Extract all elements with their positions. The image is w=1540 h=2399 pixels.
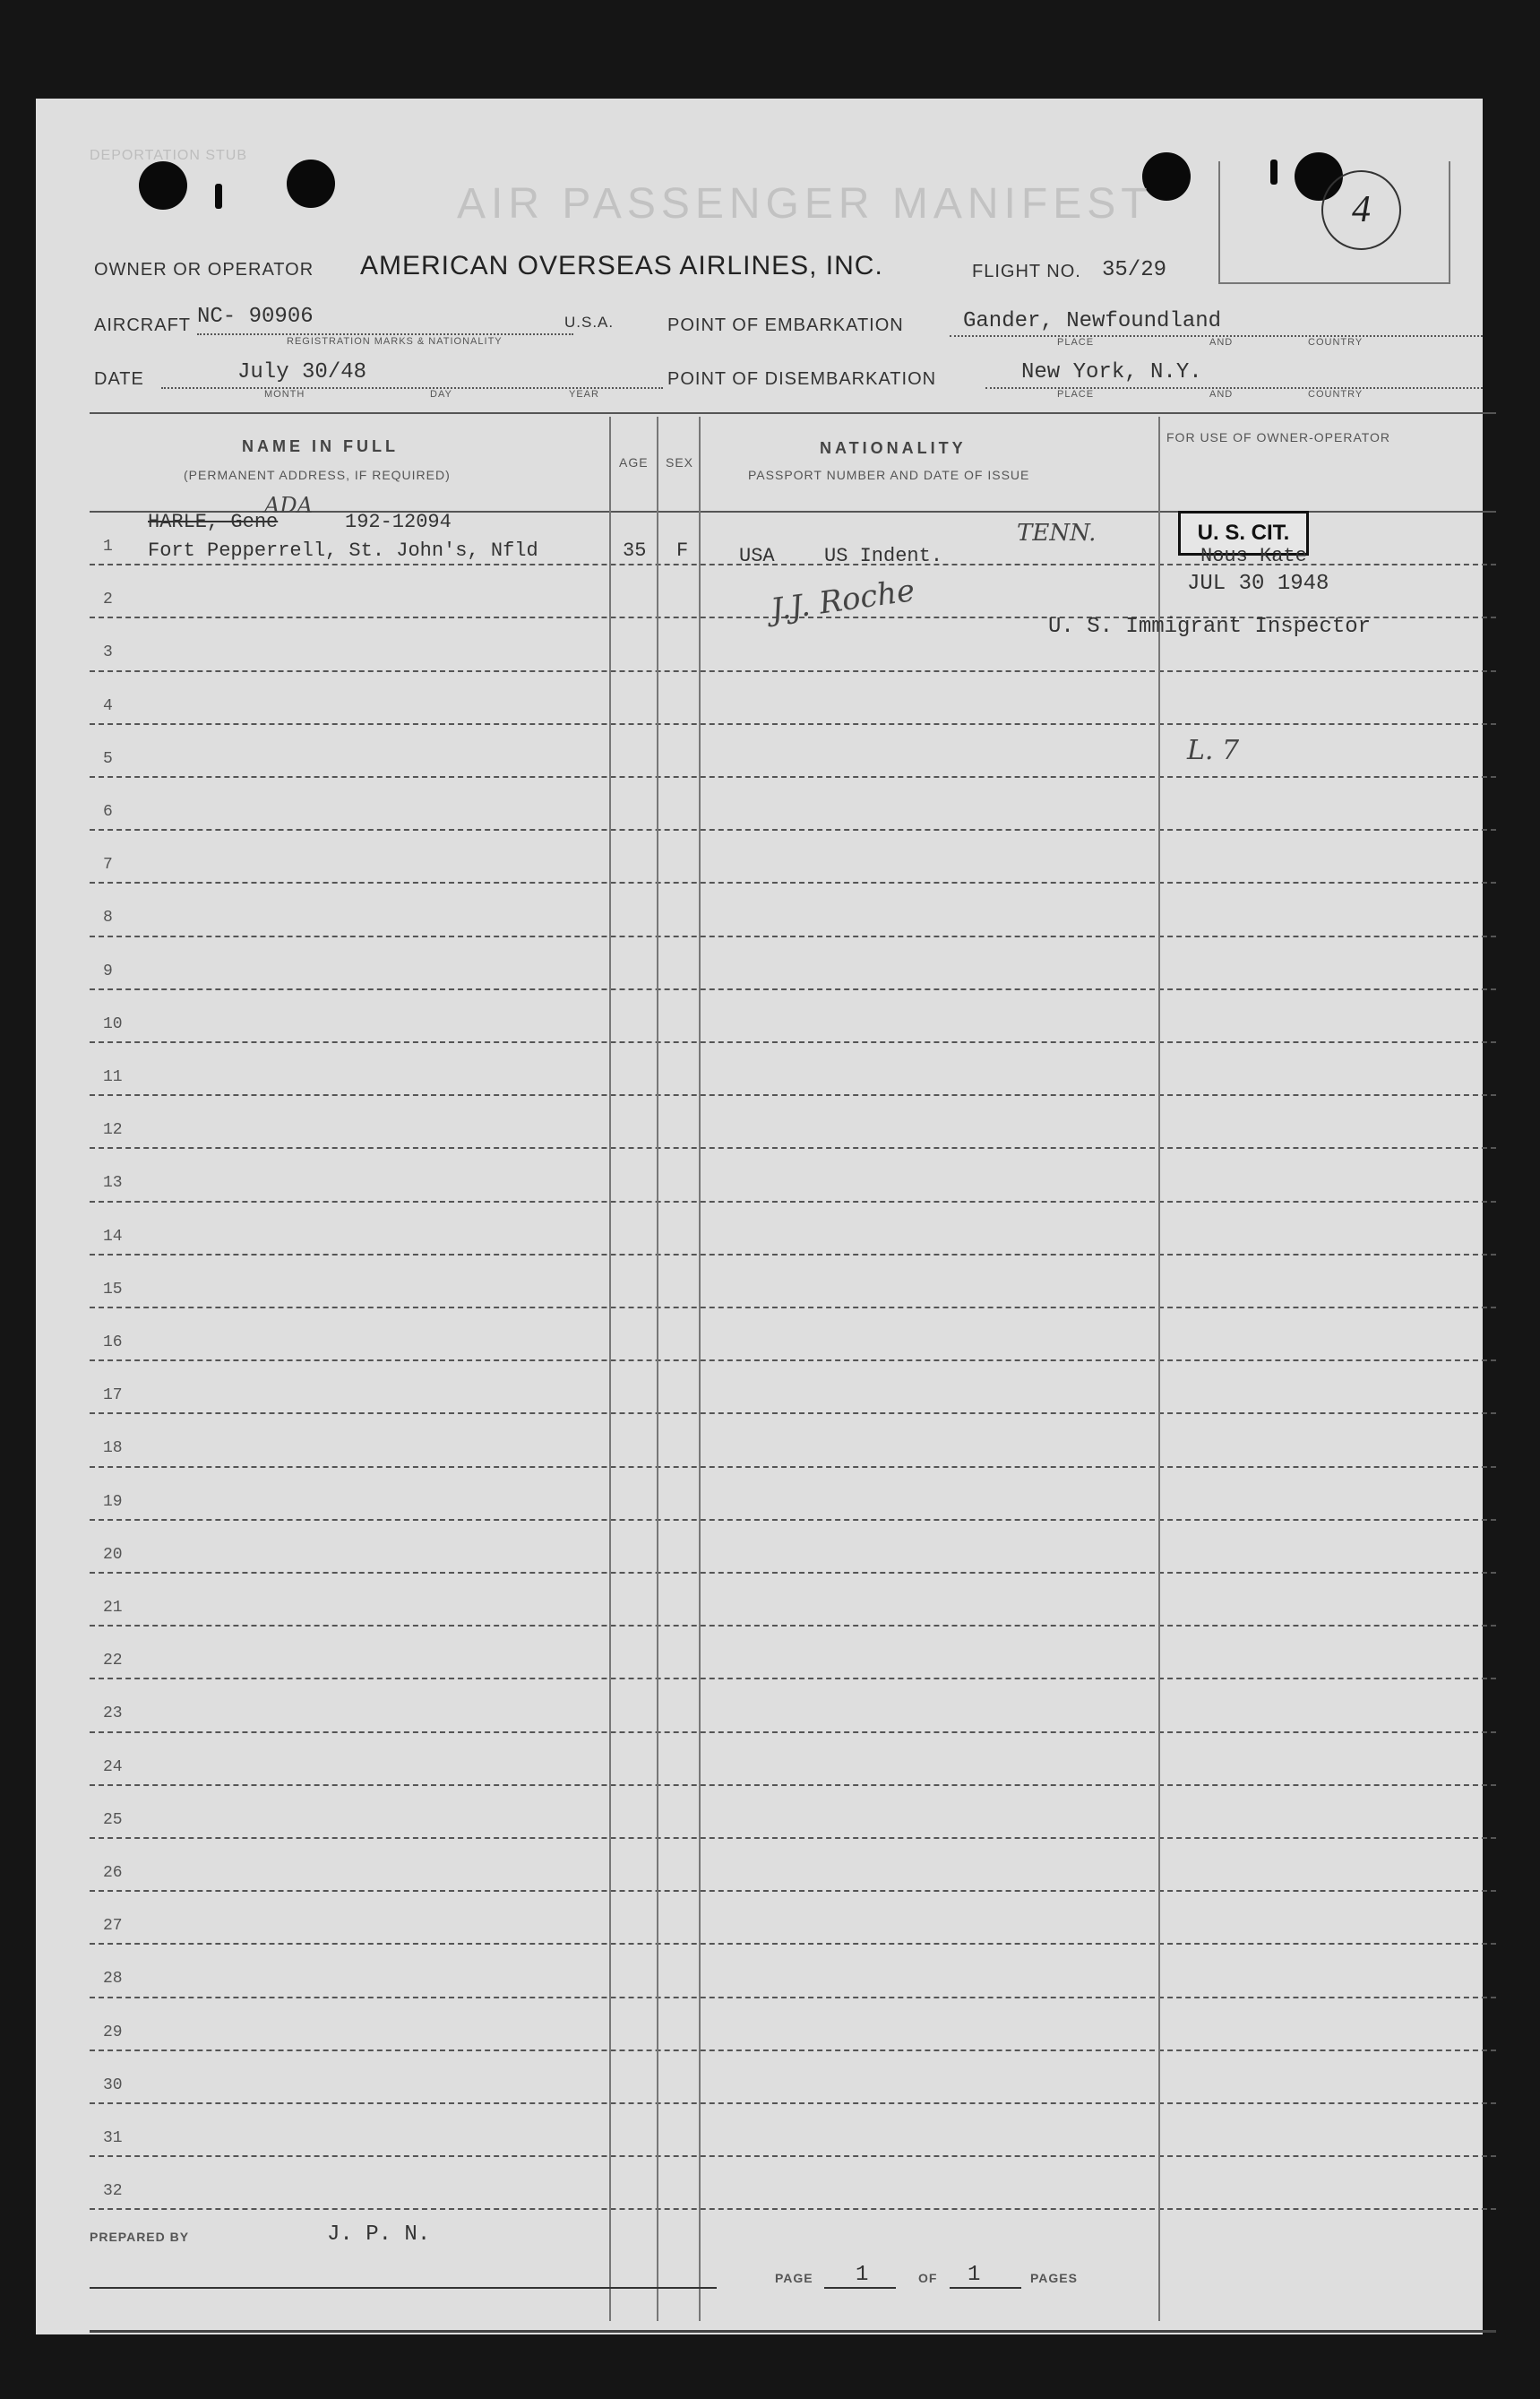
- country-label: COUNTRY: [1308, 337, 1364, 348]
- row-number: 20: [103, 1545, 123, 1564]
- row-rule: [90, 1412, 1496, 1414]
- owner-value: AMERICAN OVERSEAS AIRLINES, INC.: [360, 251, 883, 280]
- row-rule: [90, 776, 1496, 778]
- row-rule: [90, 2050, 1496, 2051]
- row-rule: [90, 1147, 1496, 1149]
- aircraft-nationality: U.S.A.: [564, 314, 615, 331]
- row-rule: [90, 1466, 1496, 1468]
- row-number: 31: [103, 2129, 123, 2147]
- row-rule: [90, 936, 1496, 937]
- col-nationality-subheader: PASSPORT NUMBER AND DATE OF ISSUE: [748, 468, 1030, 482]
- row-rule: [90, 1997, 1496, 1998]
- row-number: 5: [103, 749, 113, 768]
- prepared-by: J. P. N.: [327, 2222, 431, 2247]
- row-number: 18: [103, 1439, 123, 1458]
- punch-hole: [215, 184, 222, 209]
- row-number: 11: [103, 1068, 123, 1086]
- row-rule: [90, 988, 1496, 990]
- owner-label: OWNER OR OPERATOR: [94, 260, 314, 280]
- row-number: 27: [103, 1917, 123, 1936]
- aircraft-value: NC- 90906: [197, 305, 314, 329]
- entry-nationality: USA: [739, 545, 775, 567]
- stamp-line: Nous Kate: [1200, 545, 1307, 567]
- row-rule: [90, 1307, 1496, 1308]
- place-label: PLACE: [1057, 337, 1095, 348]
- row-number: 23: [103, 1704, 123, 1723]
- entry-address: Fort Pepperrell, St. John's, Nfld: [148, 539, 538, 562]
- prepared-label: PREPARED BY: [90, 2230, 190, 2244]
- col-name-header: NAME IN FULL: [242, 437, 399, 455]
- col-owner-header: FOR USE OF OWNER-OPERATOR: [1166, 430, 1391, 444]
- col-sex-header: SEX: [666, 455, 694, 470]
- of-label: OF: [918, 2271, 938, 2285]
- disembark-value: New York, N.Y.: [1021, 360, 1202, 384]
- row-number: 1: [103, 538, 113, 556]
- and-label: AND: [1209, 337, 1234, 348]
- page-number: 1: [856, 2263, 869, 2287]
- row-rule: [90, 2208, 1496, 2210]
- manifest-sheet: [36, 99, 1483, 2334]
- stub-label: DEPORTATION STUB: [90, 148, 248, 163]
- row-rule: [90, 2155, 1496, 2157]
- row-number: 29: [103, 2023, 123, 2041]
- entry-sex: F: [676, 539, 689, 562]
- row-rule: [90, 1943, 1496, 1945]
- row-number: 30: [103, 2075, 123, 2094]
- place-label: PLACE: [1057, 389, 1095, 400]
- entry-document: US Indent.: [824, 545, 943, 567]
- row-number: 12: [103, 1121, 123, 1140]
- row-number: 24: [103, 1757, 123, 1776]
- stamp-date: JUL 30 1948: [1187, 572, 1329, 596]
- row-number: 6: [103, 803, 113, 821]
- disembark-label: POINT OF DISEMBARKATION: [667, 369, 937, 389]
- citizenship-stamp: U. S. CIT.: [1178, 511, 1309, 556]
- row-rule: [90, 882, 1496, 884]
- row-rule: [90, 1041, 1496, 1043]
- page-label: PAGE: [775, 2271, 813, 2285]
- row-number: 16: [103, 1333, 123, 1351]
- pages-label: PAGES: [1030, 2271, 1078, 2285]
- row-rule: [90, 829, 1496, 831]
- row-rule: [90, 1731, 1496, 1733]
- col-name-subheader: (PERMANENT ADDRESS, IF REQUIRED): [184, 468, 451, 482]
- row-number: 22: [103, 1652, 123, 1670]
- row-rule: [90, 1784, 1496, 1786]
- row-number: 14: [103, 1227, 123, 1246]
- entry-number: 192-12094: [345, 511, 452, 533]
- row-number: 15: [103, 1280, 123, 1299]
- row-number: 28: [103, 1970, 123, 1989]
- row-number: 10: [103, 1014, 123, 1033]
- row-number: 21: [103, 1599, 123, 1617]
- row-rule: [90, 723, 1496, 725]
- row-rule: [90, 1572, 1496, 1574]
- row-rule: [90, 1625, 1496, 1627]
- row-rule: [90, 1519, 1496, 1521]
- date-label: DATE: [94, 369, 144, 389]
- entry-name-struck: HARLE, Gene: [148, 511, 279, 533]
- row-rule: [90, 1890, 1496, 1892]
- row-number: 25: [103, 1810, 123, 1829]
- flight-value: 35/29: [1102, 258, 1167, 282]
- entry-age: 35: [623, 539, 647, 562]
- page-title: AIR PASSENGER MANIFEST: [457, 180, 1153, 228]
- row-rule: [90, 1094, 1496, 1096]
- punch-hole: [139, 161, 187, 210]
- row-rule: [90, 1359, 1496, 1361]
- entry-handwritten-note: TENN.: [1017, 520, 1097, 547]
- date-value: July 30/48: [237, 360, 367, 384]
- date-year: YEAR: [569, 389, 599, 400]
- row-number: 32: [103, 2182, 123, 2201]
- circled-number: 4: [1321, 170, 1401, 250]
- row-number: 13: [103, 1174, 123, 1193]
- row-number: 2: [103, 591, 113, 609]
- aircraft-label: AIRCRAFT: [94, 315, 191, 335]
- row-rule: [90, 1201, 1496, 1203]
- inspector-signature: J.J. Roche: [769, 572, 917, 629]
- row-number: 9: [103, 962, 113, 980]
- row-rule: [90, 1254, 1496, 1256]
- and-label: AND: [1209, 389, 1234, 400]
- flight-label: FLIGHT NO.: [972, 262, 1081, 281]
- row-number: 3: [103, 643, 113, 662]
- row-rule: [90, 2102, 1496, 2104]
- punch-hole: [287, 160, 335, 208]
- row-rule: [90, 1837, 1496, 1839]
- date-day: DAY: [430, 389, 452, 400]
- entry-name-correction: ADA: [264, 493, 313, 518]
- row-number: 8: [103, 909, 113, 928]
- date-month: MONTH: [264, 389, 305, 400]
- row-number: 17: [103, 1386, 123, 1405]
- embark-label: POINT OF EMBARKATION: [667, 315, 904, 335]
- col-age-header: AGE: [619, 455, 649, 470]
- col-nationality-header: NATIONALITY: [820, 439, 967, 457]
- row-rule: [90, 670, 1496, 672]
- row-number: 19: [103, 1492, 123, 1511]
- page-total: 1: [968, 2263, 981, 2287]
- row-number: 7: [103, 856, 113, 875]
- row-number: 4: [103, 696, 113, 715]
- row-number: 26: [103, 1864, 123, 1882]
- country-label: COUNTRY: [1308, 389, 1364, 400]
- inspector-title: U. S. Immigrant Inspector: [1048, 615, 1372, 639]
- embark-value: Gander, Newfoundland: [963, 309, 1222, 333]
- owner-mark: L. 7: [1187, 735, 1240, 766]
- registration-note: REGISTRATION MARKS & NATIONALITY: [287, 336, 503, 347]
- row-rule: [90, 1678, 1496, 1679]
